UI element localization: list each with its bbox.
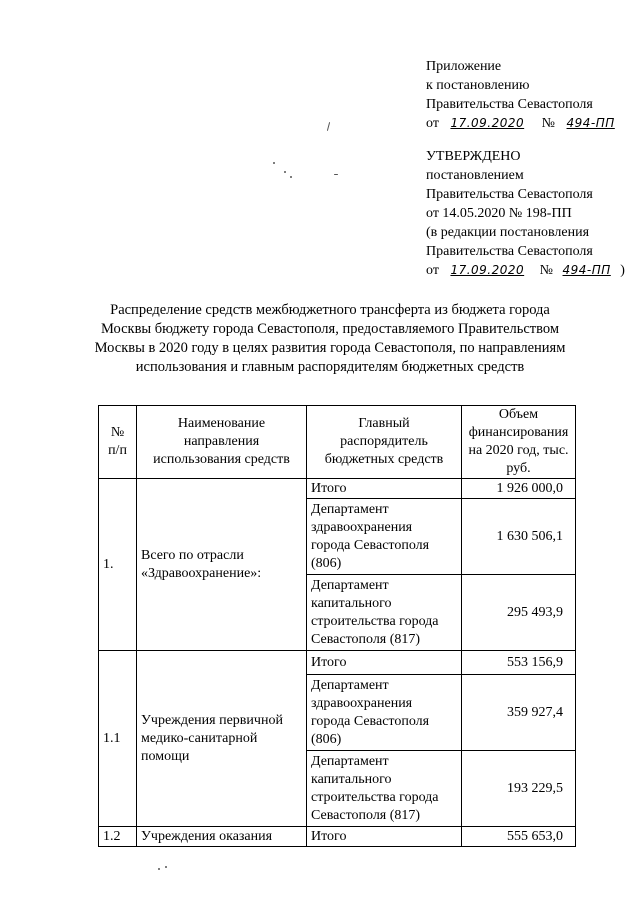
row-number: 1.2 (99, 827, 137, 847)
appendix-line: к постановлению (426, 78, 530, 93)
scan-mark (334, 174, 338, 175)
approved-ref-line (426, 261, 625, 280)
approved-line: постановлением (426, 168, 524, 183)
appendix-ref-line (426, 114, 623, 133)
header-cell-direction: Наименование направления использования средств (137, 406, 307, 479)
handwritten-date: 17.09.2020 (450, 116, 525, 130)
scan-mark (158, 868, 160, 870)
scan-mark (273, 162, 275, 164)
row-manager: Департамент капитального строительства города Севастополя (817) (307, 751, 462, 827)
scan-mark (327, 122, 330, 131)
row-direction: Учреждения оказания (137, 827, 307, 847)
approved-line: от 14.05.2020 № 198-ПП (426, 206, 572, 221)
header-cell-number: № п/п (99, 406, 137, 479)
row-direction: Учреждения первичной медико-санитарной помощи (137, 651, 307, 827)
title-line: Москвы бюджету города Севастополя, предоставляемого Правительством (100, 321, 560, 337)
handwritten-number: 494-ПП (562, 263, 611, 277)
row-number: 1. (99, 479, 137, 651)
handwritten-date: 17.09.2020 (450, 263, 525, 277)
scan-mark (290, 176, 292, 178)
approved-block (426, 147, 625, 280)
title-line: Москвы в 2020 году в целях развития города Севастополя, по направлениям (94, 340, 566, 356)
row-number: 1.1 (99, 651, 137, 827)
approved-line: Правительства Севастополя (426, 187, 593, 202)
row-manager: Итого (307, 651, 462, 675)
table-header-row (99, 406, 576, 479)
row-direction: Всего по отрасли «Здравоохранение»: (137, 479, 307, 651)
row-amount: 295 493,9 (462, 575, 576, 651)
scan-mark (284, 171, 286, 173)
title-line: Распределение средств межбюджетного трансферта из бюджета города (110, 302, 550, 318)
ot-label: от (426, 263, 439, 278)
row-manager: Департамент здравоохранения города Севастополя (806) (307, 675, 462, 751)
scan-mark (165, 866, 167, 868)
row-manager: Департамент здравоохранения города Севастополя (806) (307, 499, 462, 575)
table-row (99, 827, 576, 847)
row-manager: Итого (307, 479, 462, 499)
header-cell-manager: Главный распорядитель бюджетных средств (307, 406, 462, 479)
document-title (60, 301, 600, 377)
number-sign: № (541, 116, 556, 131)
approved-title: УТВЕРЖДЕНО (426, 149, 521, 164)
table-row (99, 479, 576, 499)
approved-line: (в редакции постановления (426, 225, 590, 240)
row-amount: 553 156,9 (462, 651, 576, 675)
ot-label: от (426, 116, 439, 131)
row-amount: 359 927,4 (462, 675, 576, 751)
row-manager: Итого (307, 827, 462, 847)
budget-table (98, 405, 576, 847)
number-sign: № (539, 263, 554, 278)
table-row (99, 651, 576, 675)
closing-paren: ) (620, 263, 625, 278)
title-line: использования и главным распорядителям бюджетных средств (135, 359, 525, 375)
row-manager: Департамент капитального строительства города Севастополя (817) (307, 575, 462, 651)
row-amount: 193 229,5 (462, 751, 576, 827)
row-amount: 1 630 506,1 (462, 499, 576, 575)
row-amount: 555 653,0 (462, 827, 576, 847)
appendix-line: Правительства Севастополя (426, 97, 593, 112)
handwritten-number: 494-ПП (566, 116, 615, 130)
appendix-line: Приложение (426, 59, 502, 74)
approved-line: Правительства Севастополя (426, 244, 593, 259)
appendix-block (426, 57, 623, 133)
row-amount: 1 926 000,0 (462, 479, 576, 499)
header-cell-amount: Объем финансирования на 2020 год, тыс. руб. (462, 406, 576, 479)
